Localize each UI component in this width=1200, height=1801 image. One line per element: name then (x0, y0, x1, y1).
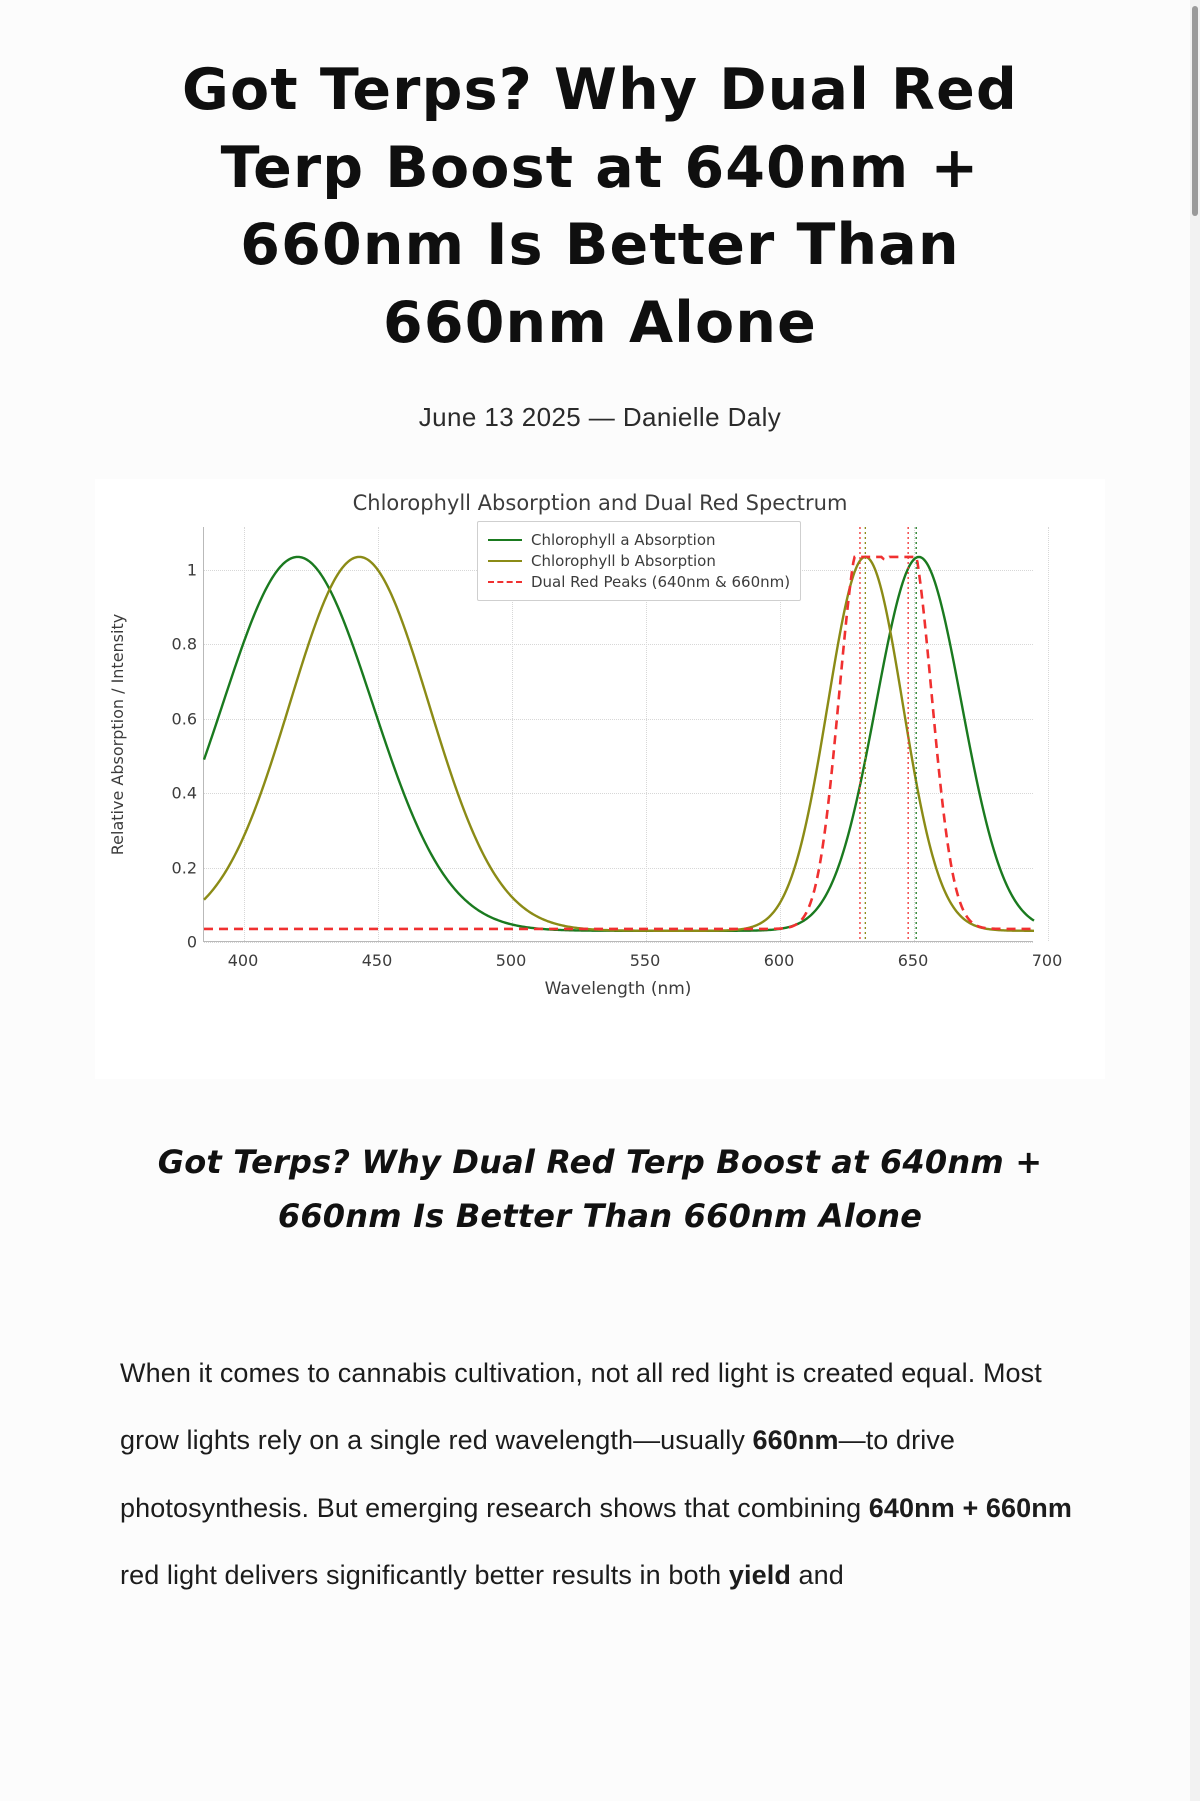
page-title: Got Terps? Why Dual Red Terp Boost at 640nm + 660nm Is Better Than 660nm Alone (182, 57, 1018, 356)
body-bold-yield: yield (728, 1560, 791, 1591)
chart-title: Chlorophyll Absorption and Dual Red Spectrum (352, 491, 848, 516)
y-tick: 0 (186, 932, 197, 952)
body-text-run: When it comes to cannabis cultivation, not all red light is created equal. Most grow lights rely on a single red wavelength—usually (120, 1357, 1042, 1456)
body-bold-dual-red: 640nm + 660nm (868, 1492, 1072, 1523)
chlorophyll-absorption-chart (95, 479, 1105, 1079)
chart-y-axis-label (107, 527, 129, 942)
page-scrollbar[interactable] (1190, 0, 1200, 1801)
article-subheading: Got Terps? Why Dual Red Terp Boost at 640nm + 660nm Is Better Than 660nm Alone (157, 1143, 1043, 1236)
legend-item (488, 571, 790, 592)
chart-x-axis-label: Wavelength (nm) (544, 979, 692, 1000)
article-body-paragraph (120, 1340, 1080, 1610)
legend-swatch-icon (488, 560, 522, 562)
y-tick: 1 (186, 560, 197, 580)
scrollbar-thumb[interactable] (1192, 6, 1198, 216)
grid-line-vertical (1048, 527, 1049, 941)
body-text-run: —to drive photosynthesis. But emerging research shows that combining (120, 1425, 956, 1523)
x-tick: 700 (1031, 951, 1063, 971)
legend-label: Dual Red Peaks (640nm & 660nm) (531, 572, 791, 591)
article-content (0, 52, 1200, 1610)
x-tick: 500 (495, 951, 527, 971)
body-bold-660nm: 660nm (752, 1425, 839, 1456)
x-tick: 600 (763, 951, 795, 971)
legend-swatch-icon (488, 539, 522, 541)
x-tick: 400 (227, 951, 259, 971)
y-tick: 0.8 (171, 634, 197, 654)
chart-y-ticks (135, 527, 203, 952)
body-text-run: red light delivers significantly better results in both (120, 1560, 729, 1591)
chart-series-line (204, 557, 1034, 931)
legend-label: Chlorophyll b Absorption (531, 551, 716, 570)
legend-label: Chlorophyll a Absorption (531, 530, 716, 549)
chart-legend (477, 521, 801, 601)
x-tick: 550 (629, 951, 661, 971)
chart-y-axis-label-text: Relative Absorption / Intensity (108, 613, 128, 856)
legend-item (488, 529, 790, 550)
legend-swatch-icon (488, 581, 522, 583)
grid-line-horizontal (204, 942, 1033, 943)
chart-x-ticks (203, 951, 1063, 973)
y-tick: 0.6 (171, 709, 197, 729)
legend-item (488, 550, 790, 571)
article-byline: June 13 2025 — Danielle Daly (418, 402, 782, 433)
body-text-run: and (790, 1560, 844, 1591)
x-tick: 450 (361, 951, 393, 971)
y-tick: 0.4 (171, 783, 197, 803)
x-tick: 650 (897, 951, 929, 971)
y-tick: 0.2 (171, 858, 197, 878)
